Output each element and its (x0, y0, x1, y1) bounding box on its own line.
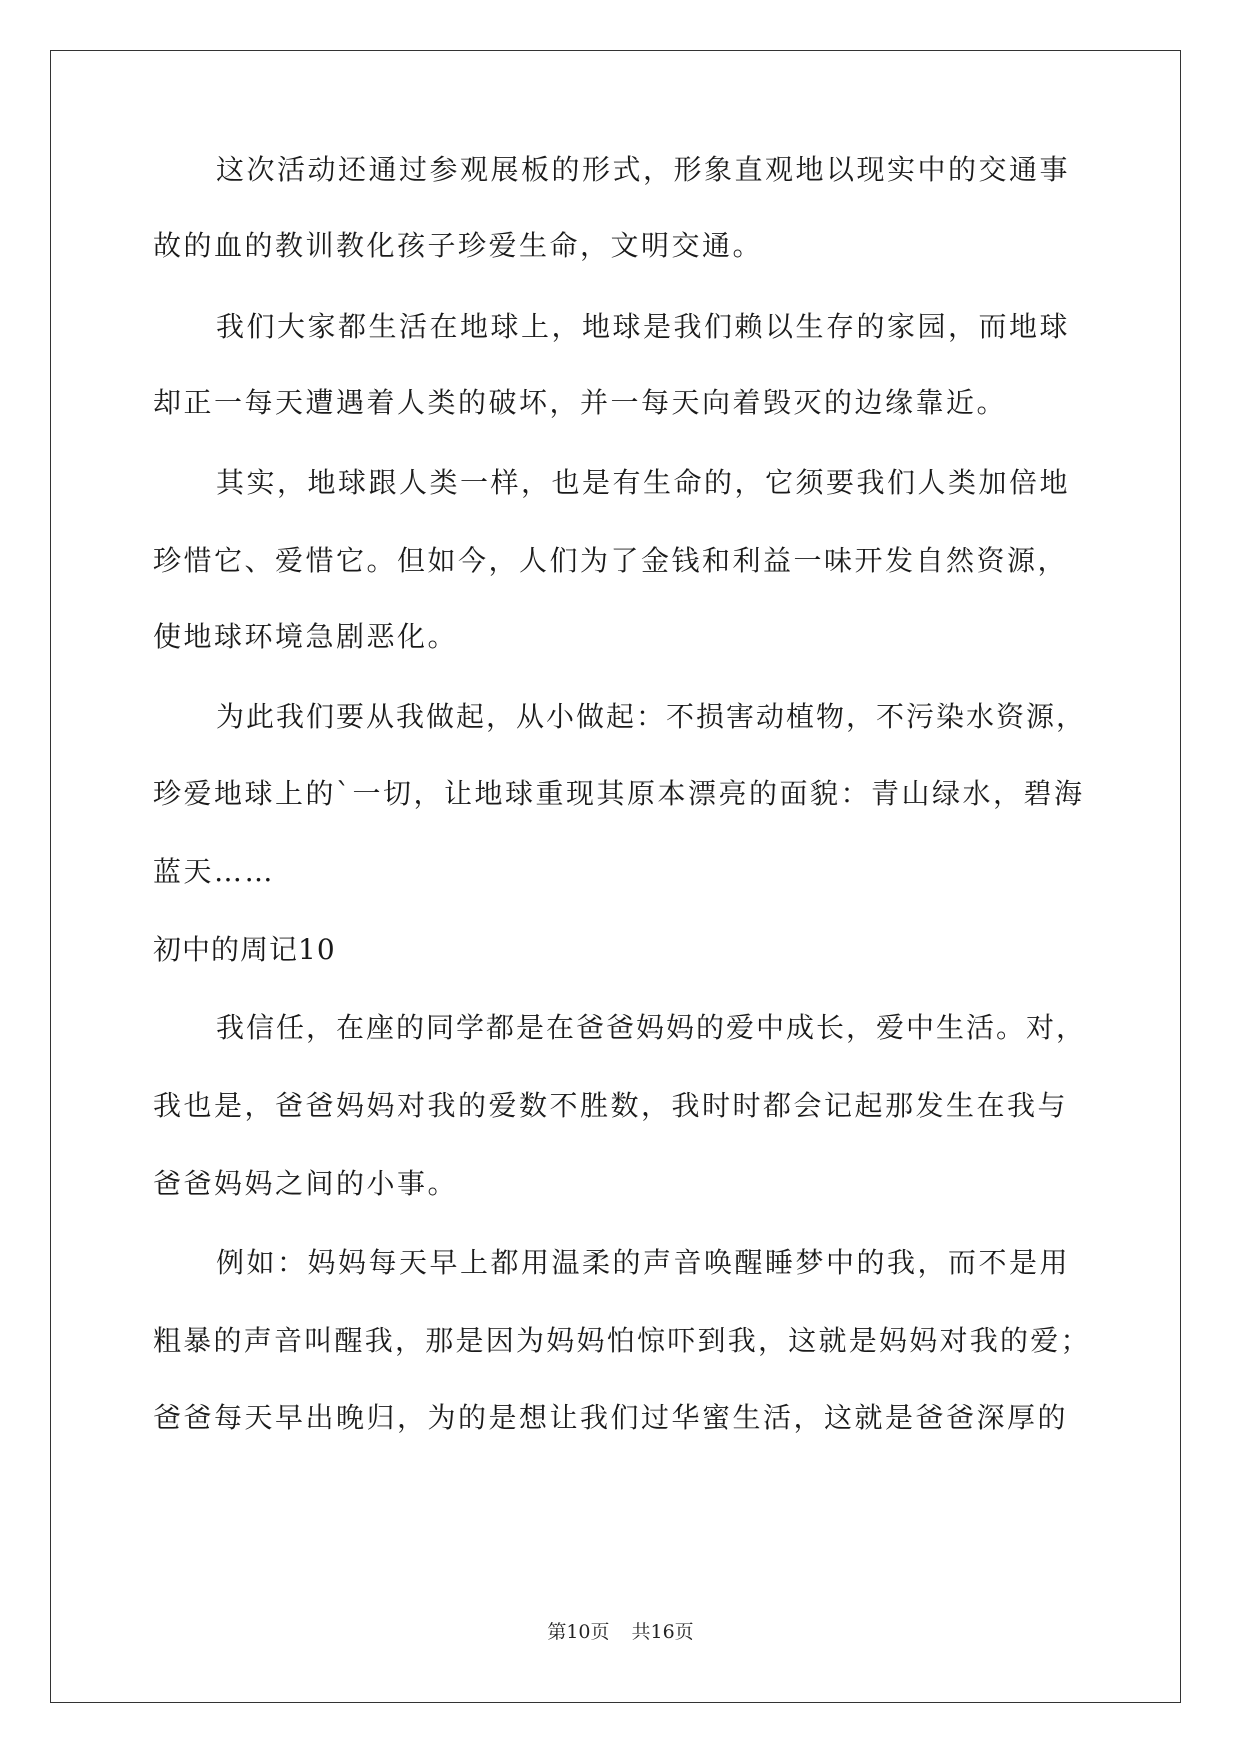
text-line: 珍惜它、爱惜它。但如今，人们为了金钱和利益一味开发自然资源， (153, 544, 1069, 577)
text-line: 这次活动还通过参观展板的形式，形象直观地以现实中的交通事 (216, 153, 1071, 186)
text-line: 我也是，爸爸妈妈对我的爱数不胜数，我时时都会记起那发生在我与 (153, 1089, 1069, 1122)
text-line: 爸爸每天早出晚归，为的是想让我们过华蜜生活，这就是爸爸深厚的 (153, 1401, 1069, 1434)
text-line: 例如：妈妈每天早上都用温柔的声音唤醒睡梦中的我，而不是用 (216, 1246, 1071, 1279)
text-line: 其实，地球跟人类一样，也是有生命的，它须要我们人类加倍地 (216, 466, 1071, 499)
text-line: 使地球环境急剧恶化。 (153, 620, 459, 653)
text-line: 为此我们要从我做起，从小做起：不损害动植物，不污染水资源， (216, 700, 1087, 733)
text-line: 却正一每天遭遇着人类的破坏，并一每天向着毁灭的边缘靠近。 (153, 386, 1008, 419)
text-line: 粗暴的声音叫醒我，那是因为妈妈怕惊吓到我，这就是妈妈对我的爱； (153, 1324, 1091, 1357)
page-total: 共16页 (631, 1621, 694, 1643)
text-line: 爸爸妈妈之间的小事。 (153, 1167, 459, 1200)
page-footer (0, 1619, 1241, 1645)
section-heading: 初中的周记10 (153, 933, 336, 966)
text-line: 蓝天…… (153, 855, 276, 888)
text-line: 珍爱地球上的`一切，让地球重现其原本漂亮的面貌：青山绿水，碧海 (153, 777, 1085, 810)
text-line: 故的血的教训教化孩子珍爱生命，文明交通。 (153, 229, 764, 262)
text-line: 我们大家都生活在地球上，地球是我们赖以生存的家园，而地球 (216, 310, 1071, 343)
page-number: 第10页 (547, 1621, 610, 1643)
text-line: 我信任，在座的同学都是在爸爸妈妈的爱中成长，爱中生活。对， (216, 1011, 1087, 1044)
